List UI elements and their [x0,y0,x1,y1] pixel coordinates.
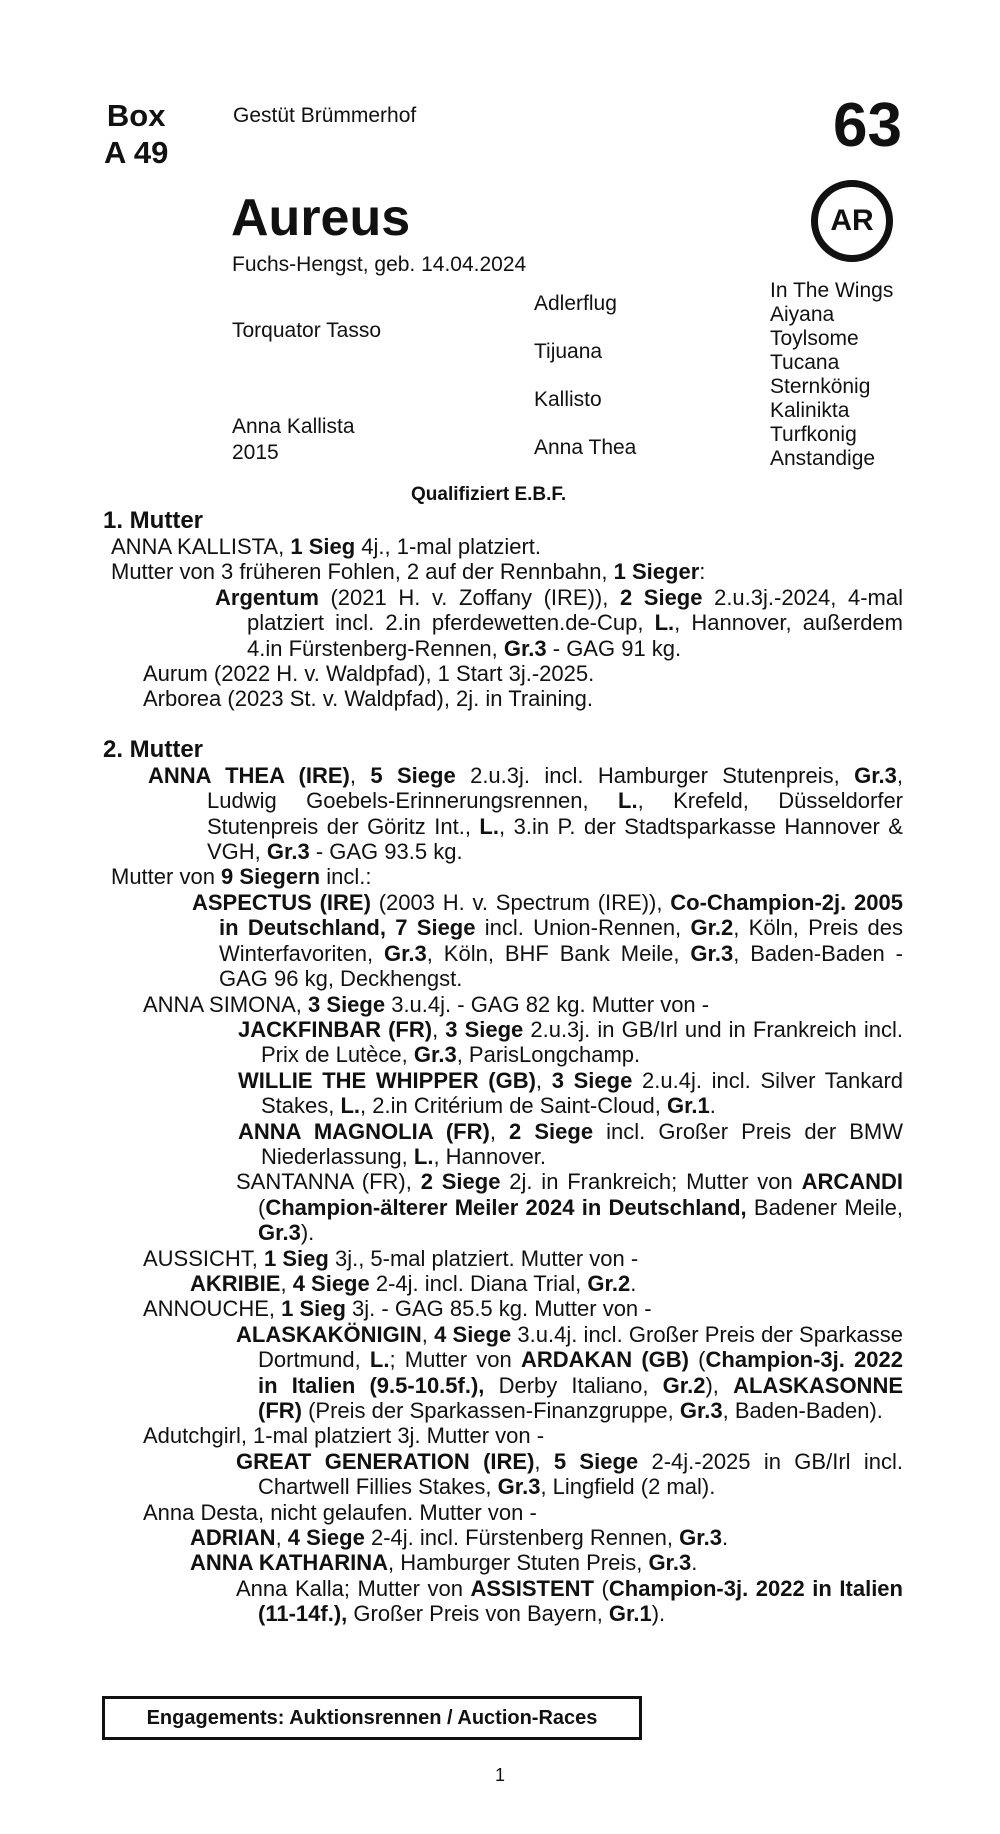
produce-entry: ANNOUCHE, 1 Sieg 3j. - GAG 85.5 kg. Mutter von - [143,1296,652,1322]
produce-entry: ASPECTUS (IRE) (2003 H. v. Spectrum (IRE)), Co-Champion-2j. 2005 in Deutschland, 7 Siege incl. Union-Rennen, Gr.2, Köln, Preis des Winterfavoriten, Gr.3, Köln, BHF Bank Meile, Gr.3, Baden-Baden - GAG 96 kg, Deckhengst. [192,889,904,992]
section-heading-second-dam: 2. Mutter [103,735,204,763]
produce-entry: ANNA KATHARINA, Hamburger Stuten Preis, Gr.3. [190,1550,698,1576]
pedigree-gen3-item: Aiyana [770,303,835,326]
produce-entry: AUSSICHT, 1 Sieg 3j., 5-mal platziert. Mutter von - [143,1245,639,1271]
produce-entry: GREAT GENERATION (IRE), 5 Siege 2-4j.-2025 in GB/Irl incl. Chartwell Fillies Stakes, Gr.3, Lingfield (2 mal). [236,1448,903,1500]
pedigree-dam-year: 2015 [232,441,279,464]
pedigree-gen3 [770,279,893,471]
produce-entry: Anna Desta, nicht gelaufen. Mutter von - [143,1499,537,1525]
second-dam-entry: ANNA THEA (IRE), 5 Siege 2.u.3j. incl. Hamburger Stutenpreis, Gr.3, Ludwig Goebels-Erinnerungsrennen, L., Krefeld, Düsseldorfer Stutenpreis der Göritz Int., L., 3.in P. der Stadtsparkasse Hannover & VGH, Gr.3 - GAG 93.5 kg. [148,762,904,865]
pedigree-gen3-item: Toylsome [770,327,859,350]
stud-name: Gestüt Brümmerhof [233,104,417,127]
page-number: 1 [494,1765,505,1785]
section-heading-first-dam: 1. Mutter [103,507,204,534]
horse-name: Aureus [231,189,411,247]
lot-number: 63 [833,91,902,160]
produce-entry: Aurum (2022 H. v. Waldpfad), 1 Start 3j.-2025. [143,661,595,687]
pedigree-dam: Anna Kallista [232,415,355,438]
pedigree-gen2-item: Adlerflug [534,292,617,315]
horse-details: Fuchs-Hengst, geb. 14.04.2024 [232,253,527,276]
pedigree-gen3-item: Anstandige [770,447,876,470]
engagements-box: Engagements: Auktionsrennen / Auction-Races [102,1696,642,1740]
pedigree-gen2-item: Kallisto [534,388,602,411]
dam-produce-summary: Mutter von 3 früheren Fohlen, 2 auf der Rennbahn, 1 Sieger: [111,559,706,585]
produce-entry: Adutchgirl, 1-mal platziert 3j. Mutter von - [143,1423,545,1449]
pedigree-gen3-item: Sternkönig [770,375,871,398]
box-line2: A 49 [104,135,169,171]
pedigree-gen3-item: In The Wings [770,279,894,302]
pedigree-gen3-item: Kalinikta [770,399,850,422]
produce-entry: ANNA MAGNOLIA (FR), 2 Siege incl. Großer Preis der BMW Niederlassung, L., Hannover. [238,1118,903,1169]
pedigree-gen3-item: Turfkonig [770,423,857,446]
produce-entry: AKRIBIE, 4 Siege 2-4j. incl. Diana Trial, Gr.2. [190,1270,637,1296]
pedigree-gen2-item: Tijuana [534,340,603,363]
produce-entry: WILLIE THE WHIPPER (GB), 3 Siege 2.u.4j. incl. Silver Tankard Stakes, L., 2.in Critérium de Saint-Cloud, Gr.1. [238,1067,904,1119]
pedigree-gen2-item: Anna Thea [534,436,637,459]
second-dam-produce-summary: Mutter von 9 Siegern incl.: [111,864,372,890]
produce-entry: ALASKAKÖNIGIN, 4 Siege 3.u.4j. incl. Großer Preis der Sparkasse Dortmund, L.; Mutter von ARDAKAN (GB) (Champion-3j. 2022 in Italien (9.5-10.5f.), Derby Italiano, Gr.2), ALASKASONNE (FR) (Preis der Sparkassen-Finanzgruppe, Gr.3, Baden-Baden). [236,1321,904,1423]
produce-entry: SANTANNA (FR), 2 Siege 2j. in Frankreich; Mutter von ARCANDI (Champion-älterer Meiler 2024 in Deutschland, Badener Meile, Gr.3). [236,1169,904,1246]
produce-entry: JACKFINBAR (FR), 3 Siege 2.u.3j. in GB/Irl und in Frankreich incl. Prix de Lutèce, Gr.3, ParisLongchamp. [238,1016,903,1068]
produce-entry: ADRIAN, 4 Siege 2-4j. incl. Fürstenberg Rennen, Gr.3. [190,1525,729,1551]
pedigree-sire: Torquator Tasso [232,319,382,342]
catalogue-body [103,508,903,1627]
produce-entry: Argentum (2021 H. v. Zoffany (IRE)), 2 Siege 2.u.3j.-2024, 4-mal platziert incl. 2.in pferdewetten.de-Cup, L., Hannover, außerdem 4.in Fürstenberg-Rennen, Gr.3 - GAG 91 kg. [215,584,903,661]
produce-entry: ANNA SIMONA, 3 Siege 3.u.4j. - GAG 82 kg. Mutter von - [143,991,710,1017]
ar-badge: AR [811,180,893,262]
produce-entry: Anna Kalla; Mutter von ASSISTENT (Champion-3j. 2022 in Italien (11-14f.), Großer Preis von Bayern, Gr.1). [236,1575,903,1627]
box-line1: Box [106,98,166,133]
dam-entry: ANNA KALLISTA, 1 Sieg 4j., 1-mal platziert. [111,534,541,559]
box-label [104,97,168,171]
pedigree-gen3-item: Tucana [770,351,840,374]
produce-entry: Arborea (2023 St. v. Waldpfad), 2j. in Training. [143,686,594,712]
qualification: Qualifiziert E.B.F. [411,484,567,505]
